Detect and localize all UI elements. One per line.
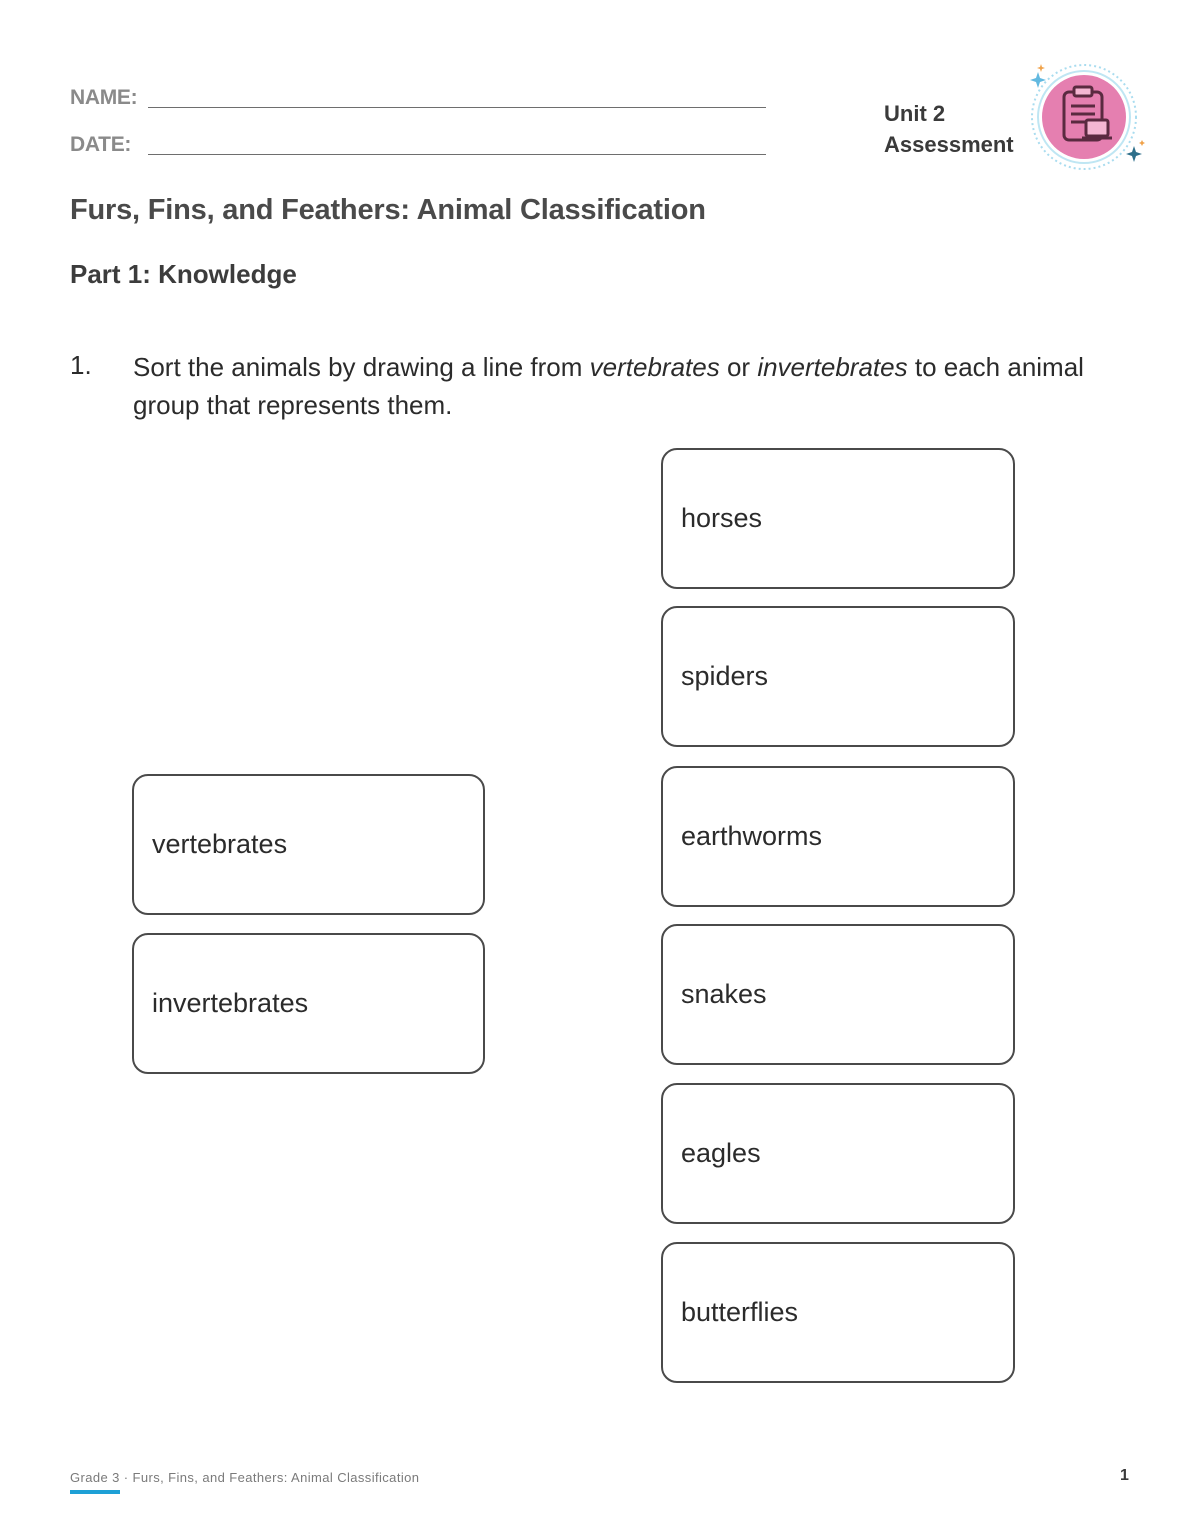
part-heading: Part 1: Knowledge: [70, 259, 297, 289]
unit-label: [884, 98, 1014, 160]
question-text: Sort the animals by drawing a line from vertebrates or invertebrates to each animal group that represents them.: [133, 352, 1084, 420]
unit-assessment: Assessment: [884, 132, 1014, 157]
footer-accent-bar: [70, 1490, 120, 1494]
unit-number: Unit 2: [884, 101, 946, 126]
animal-box-spiders[interactable]: spiders: [661, 606, 1015, 747]
category-box-vertebrates[interactable]: vertebrates: [132, 774, 485, 915]
footer-text: Grade 3 · Furs, Fins, and Feathers: Animal Classification: [70, 1470, 420, 1485]
animal-box-earthworms[interactable]: earthworms: [661, 766, 1015, 907]
animal-box-horses[interactable]: horses: [661, 448, 1015, 589]
animal-box-snakes[interactable]: snakes: [661, 924, 1015, 1065]
category-box-invertebrates[interactable]: invertebrates: [132, 933, 485, 1074]
clipboard-icon: [1024, 60, 1148, 174]
page-number: 1: [1120, 1467, 1129, 1484]
page-title: Furs, Fins, and Feathers: Animal Classification: [70, 194, 706, 226]
animal-box-butterflies[interactable]: butterflies: [661, 1242, 1015, 1383]
date-label: DATE:: [70, 133, 132, 156]
question-number: 1.: [70, 350, 92, 380]
animal-box-eagles[interactable]: eagles: [661, 1083, 1015, 1224]
name-label: NAME:: [70, 86, 138, 109]
date-line[interactable]: [148, 154, 766, 155]
term-vertebrates: vertebrates: [589, 352, 720, 382]
term-invertebrates: invertebrates: [757, 352, 908, 382]
name-line[interactable]: [148, 107, 766, 108]
